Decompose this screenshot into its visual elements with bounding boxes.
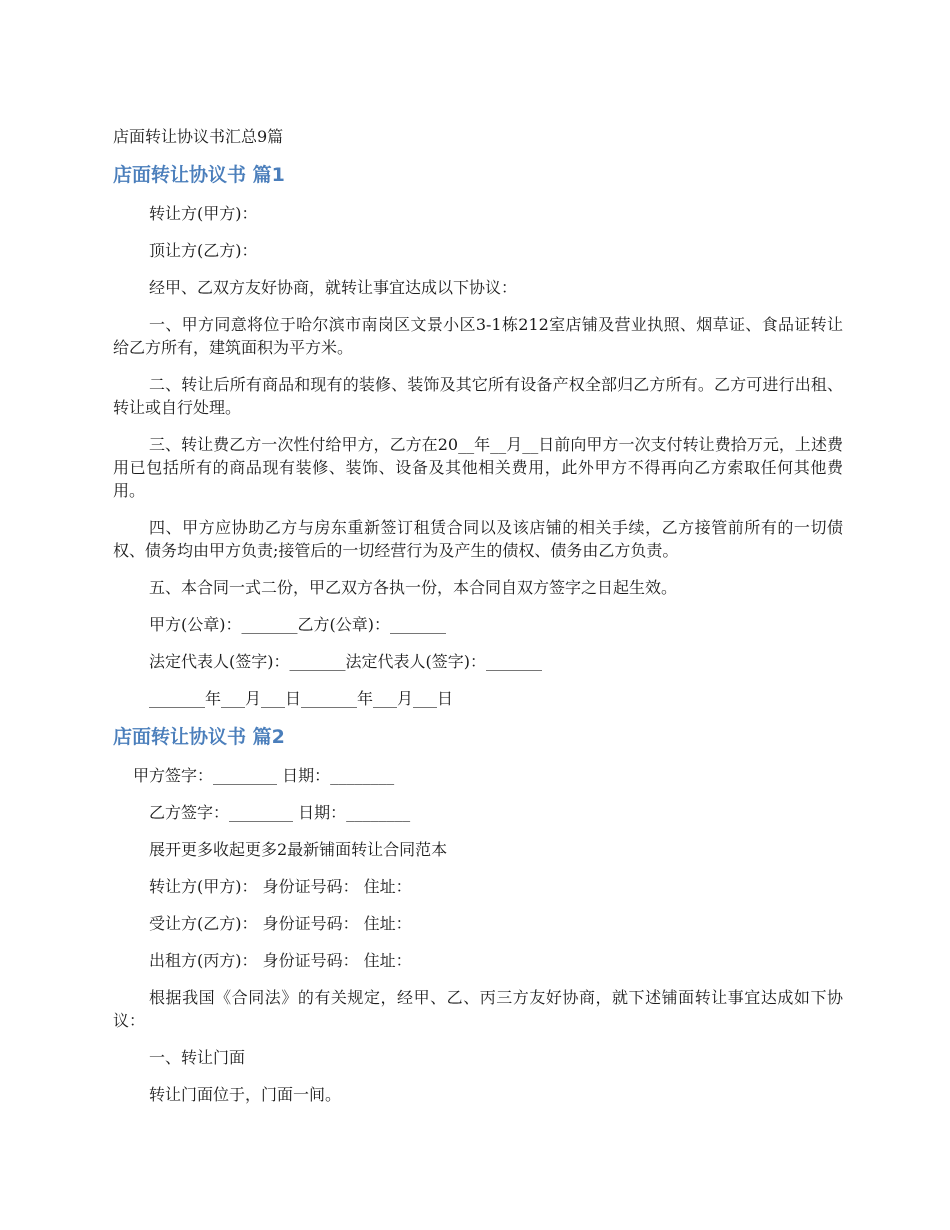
paragraph: 转让门面位于，门面一间。 — [149, 1085, 342, 1104]
paragraph: 一、甲方同意将位于哈尔滨市南岗区文景小区3-1栋212室店铺及营业执照、烟草证、食品证转让给乙方所有，建筑面积为平方米。 — [113, 315, 843, 357]
section-heading-1: 店面转让协议书 篇1 — [113, 164, 285, 186]
signature-line-date: _______年___月___日_______年___月___日 — [149, 689, 454, 708]
expand-collapse-text: 展开更多收起更多2最新铺面转让合同范本 — [149, 840, 448, 859]
party-info-line: 转让方(甲方)： 身份证号码： 住址： — [149, 877, 412, 896]
paragraph: 三、转让费乙方一次性付给甲方，乙方在20__年__月__日前向甲方一次支付转让费拾万元，上述费用已包括所有的商品现有装修、装饰、设备及其他相关费用，此外甲方不得再向乙方索取任何其他费用。 — [113, 435, 843, 500]
signature-line-party-b: 乙方签字：________ 日期：________ — [149, 803, 411, 822]
signature-line-seal: 甲方(公章)：_______乙方(公章)：_______ — [149, 615, 446, 634]
section-heading-2: 店面转让协议书 篇2 — [113, 726, 285, 748]
signature-line-party-a: 甲方签字：________ 日期：________ — [133, 766, 395, 785]
document-page — [113, 126, 843, 1120]
paragraph: 五、本合同一式二份，甲乙双方各执一份，本合同自双方签字之日起生效。 — [149, 578, 678, 597]
signature-line-representative: 法定代表人(签字)：_______法定代表人(签字)：_______ — [149, 652, 542, 671]
party-info-line: 受让方(乙方)： 身份证号码： 住址： — [149, 914, 412, 933]
paragraph: 二、转让后所有商品和现有的装修、装饰及其它所有设备产权全部归乙方所有。乙方可进行出租、转让或自行处理。 — [113, 375, 843, 417]
paragraph: 顶让方(乙方)： — [149, 241, 258, 260]
paragraph: 转让方(甲方)： — [149, 204, 258, 223]
clause-heading: 一、转让门面 — [149, 1048, 246, 1067]
party-info-line: 出租方(丙方)： 身份证号码： 住址： — [149, 951, 412, 970]
paragraph: 根据我国《合同法》的有关规定，经甲、乙、丙三方友好协商，就下述铺面转让事宜达成如下协议： — [113, 988, 843, 1030]
paragraph: 四、甲方应协助乙方与房东重新签订租赁合同以及该店铺的相关手续，乙方接管前所有的一切债权、债务均由甲方负责;接管后的一切经营行为及产生的债权、债务由乙方负责。 — [113, 518, 843, 560]
paragraph: 经甲、乙双方友好协商，就转让事宜达成以下协议： — [149, 278, 518, 297]
document-title: 店面转让协议书汇总9篇 — [113, 127, 284, 146]
